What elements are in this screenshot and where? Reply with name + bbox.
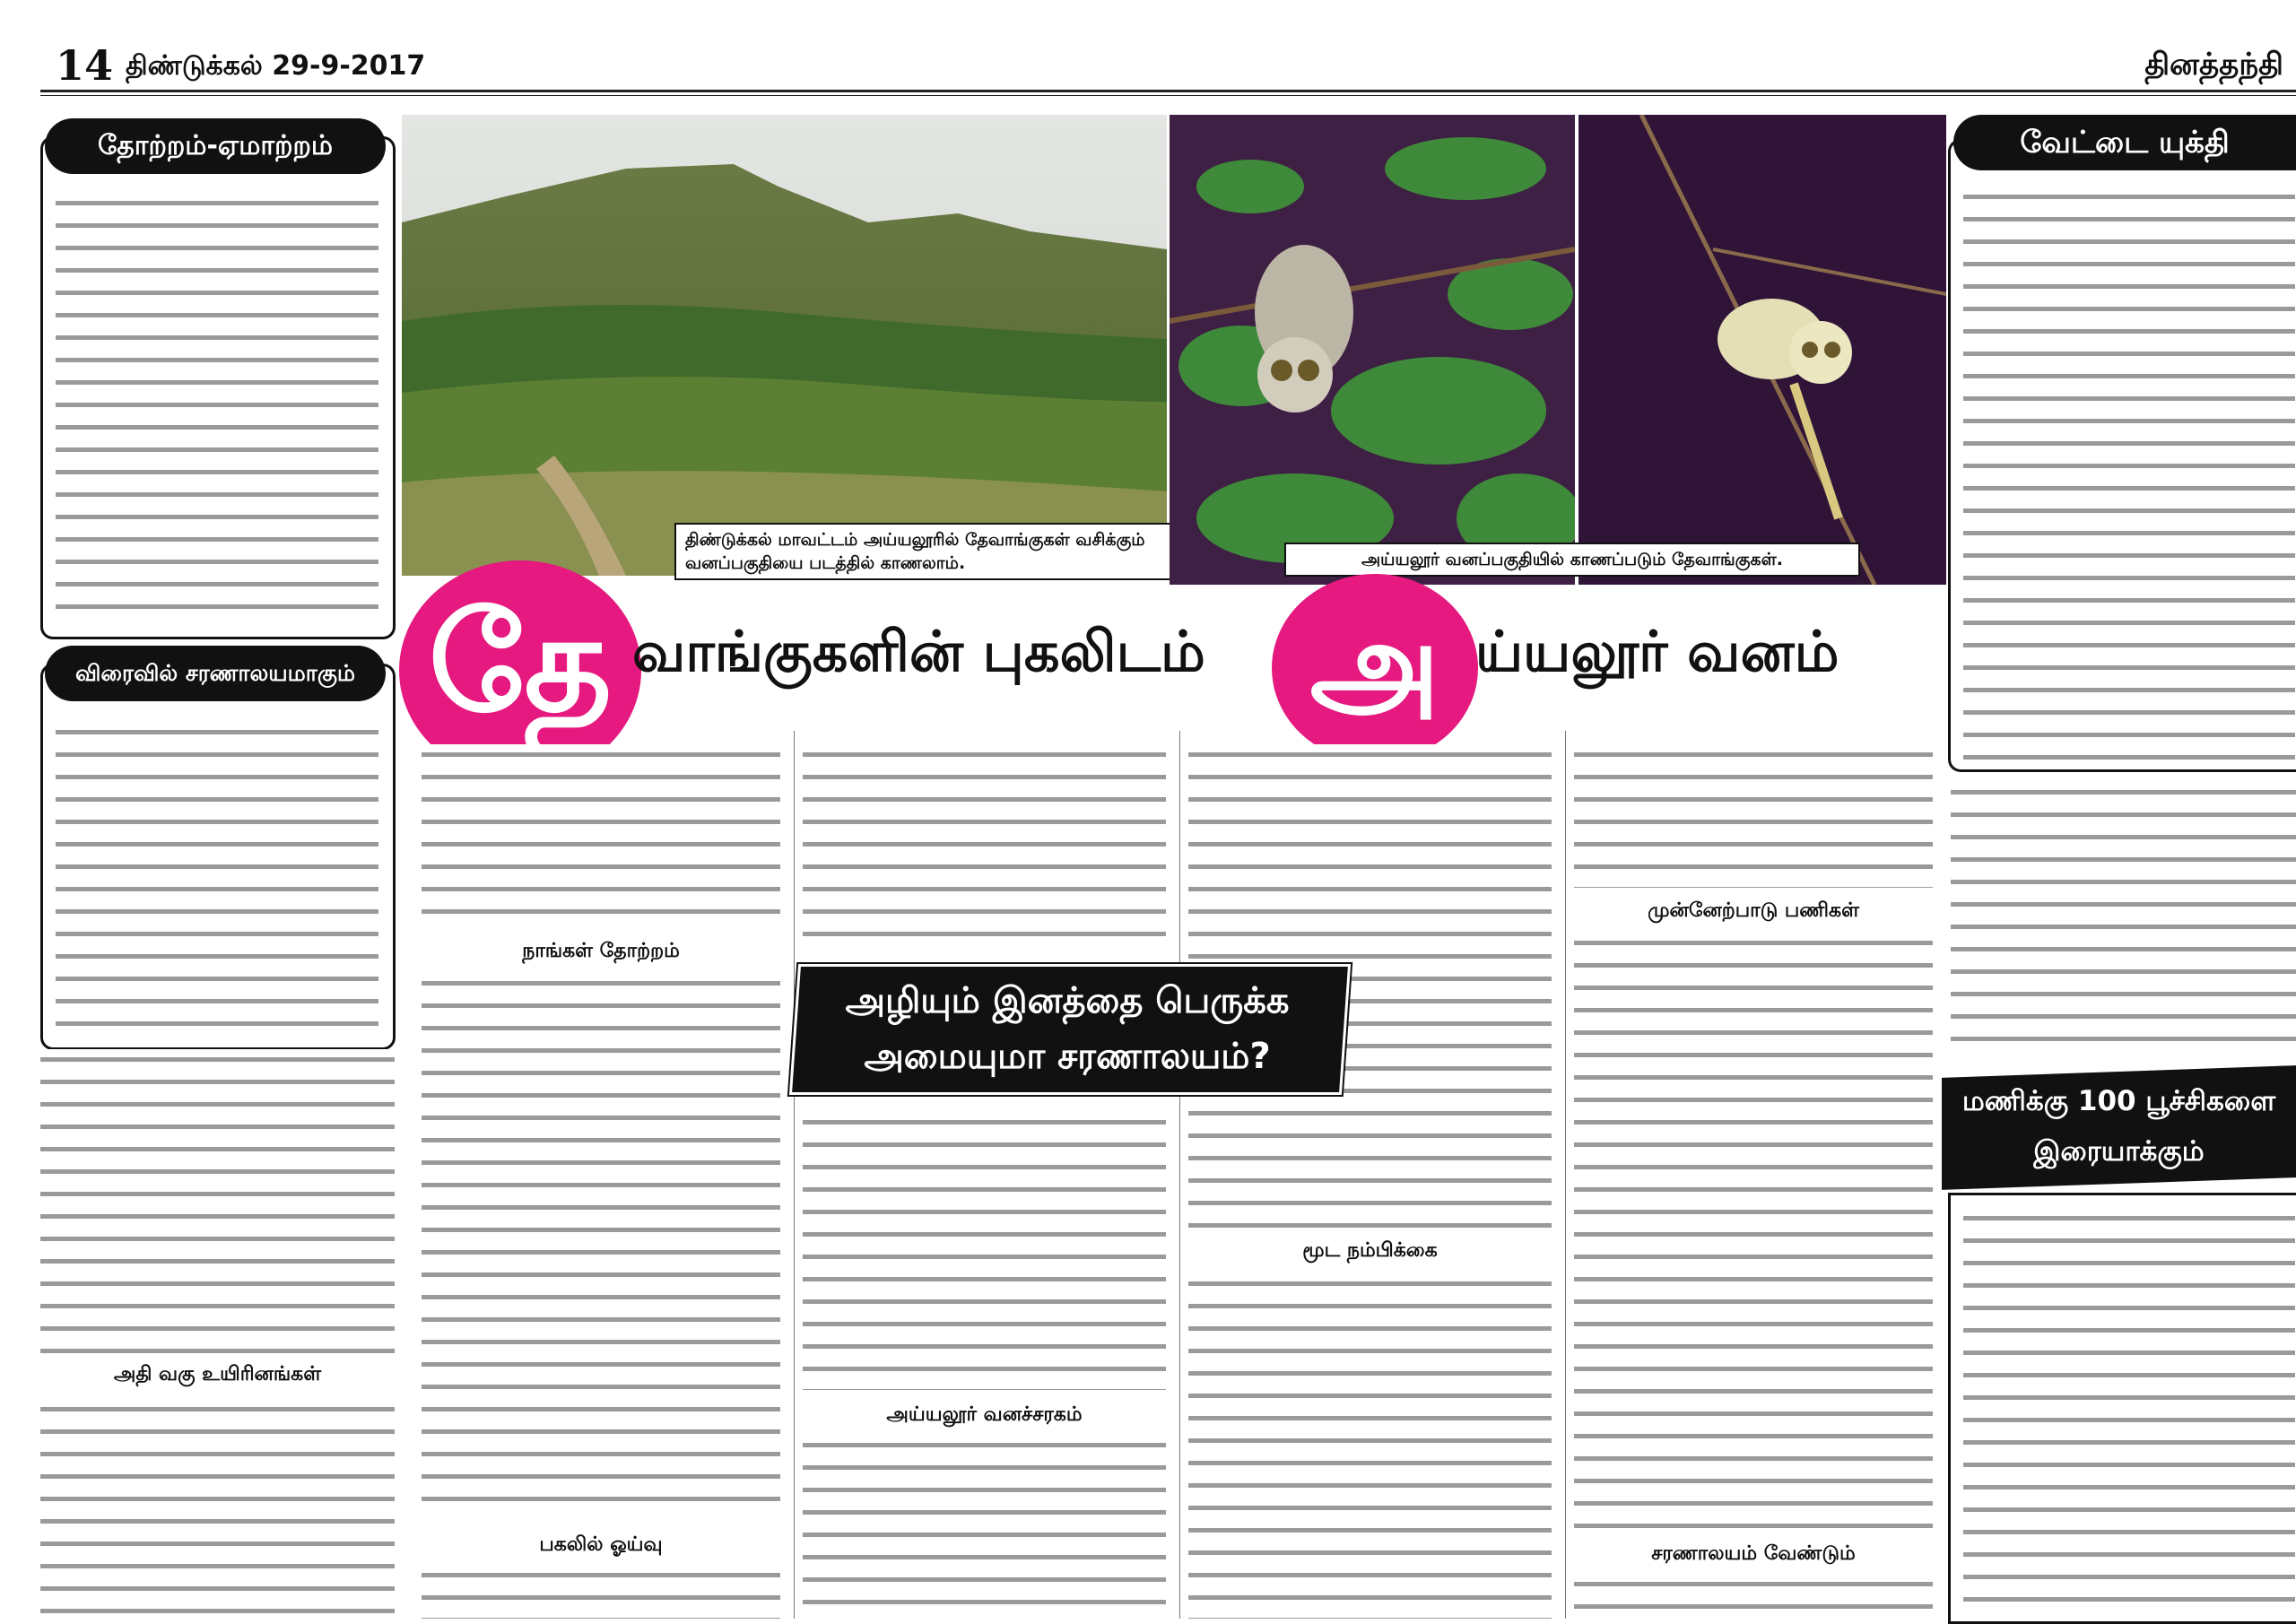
headline-dropcap: தே xyxy=(428,586,613,742)
newspaper-name: தினத்தந்தி xyxy=(2144,47,2283,83)
sidebar-box-insects xyxy=(1948,1193,2296,1624)
article-text-block xyxy=(1963,187,2295,760)
pull-quote-line: அமையுமா சரணாலயம்? xyxy=(864,1036,1271,1077)
article-text-block xyxy=(1574,1574,1933,1619)
article-text-block xyxy=(1963,1208,2295,1607)
banner-line: இரையாக்கும் xyxy=(2033,1135,2205,1168)
header-rule xyxy=(40,90,2296,92)
hill-forest-photo xyxy=(402,115,1167,576)
dateline: திண்டுக்கல் 29-9-2017 xyxy=(126,50,426,82)
sidebar-box-appearance xyxy=(40,136,396,639)
article-text-block xyxy=(56,722,378,1031)
banner-line: மணிக்கு 100 பூச்சிகளை xyxy=(1961,1085,2276,1117)
article-text-block xyxy=(803,744,1166,946)
sidebar-box-title: விரைவில் சரணாலயமாகும் xyxy=(45,646,386,701)
article-text-block xyxy=(40,1049,395,1354)
article-text-block xyxy=(422,973,780,1502)
loris-photo-right xyxy=(1578,115,1946,585)
page-number: 14 xyxy=(56,41,114,90)
subheading: பகலில் ஓய்வு xyxy=(539,1533,663,1556)
subheading: மூட நம்பிக்கை xyxy=(1302,1239,1438,1262)
article-text-block xyxy=(803,1112,1166,1390)
subheading: முன்னேற்பாடு பணிகள் xyxy=(1648,899,1859,922)
subheading: அய்யலூர் வனச்சரகம் xyxy=(886,1403,1083,1426)
article-text-block xyxy=(422,1565,780,1619)
photo-caption: அய்யலூர் வனப்பகுதியில் காணப்படும் தேவாங்குகள். xyxy=(1284,543,1860,577)
article-text-block xyxy=(1951,782,2296,1051)
article-text-block xyxy=(1574,744,1933,888)
pull-quote-line: அழியும் இனத்தை பெருக்க xyxy=(845,980,1290,1021)
sidebar-banner-text xyxy=(1942,1076,2296,1177)
sidebar-box-title: வேட்டை யுக்தி xyxy=(1953,115,2296,170)
pull-quote-text xyxy=(794,973,1341,1084)
headline-part-2: ய்யலூர் வனம் xyxy=(1475,619,1839,684)
headline-dropcap: அ xyxy=(1309,595,1440,732)
sidebar-box-title: தோற்றம்-ஏமாற்றம் xyxy=(45,118,386,174)
photo-caption: திண்டுக்கல் மாவட்டம் அய்யலூரில் தேவாங்குகள் வசிக்கும் வனப்பகுதியை படத்தில் காணலாம். xyxy=(674,523,1180,580)
article-text-block xyxy=(1188,1273,1552,1619)
article-text-block xyxy=(803,1435,1166,1619)
article-text-block xyxy=(422,744,780,928)
sidebar-box-hunting xyxy=(1948,139,2296,772)
article-text-block xyxy=(56,193,378,623)
header-rule-thin xyxy=(40,95,2296,96)
article-text-block xyxy=(40,1399,395,1614)
subheading: அதி வகு உயிரினங்கள் xyxy=(113,1363,322,1385)
subheading: சரணாலயம் வேண்டும் xyxy=(1651,1542,1856,1565)
sidebar-box-sanctuary xyxy=(40,664,396,1050)
loris-photo-left xyxy=(1170,115,1575,585)
article-text-block xyxy=(1574,933,1933,1533)
subheading: நாங்கள் தோற்றம் xyxy=(522,940,680,962)
headline-part-1: வாங்குகளின் புகலிடம் xyxy=(632,619,1205,684)
